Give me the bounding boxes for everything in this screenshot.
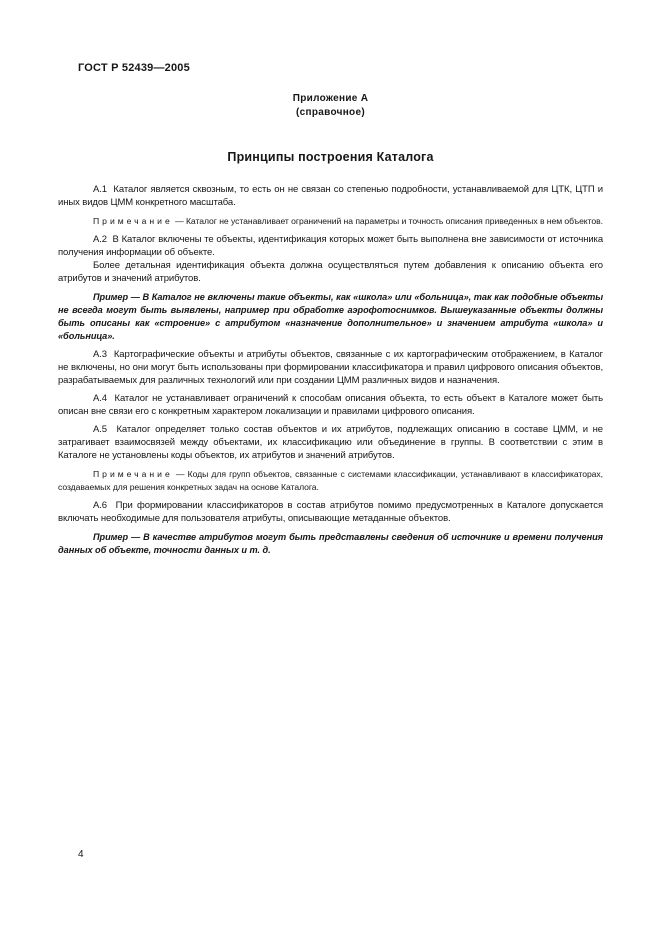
- running-header: ГОСТ Р 52439—2005: [78, 62, 190, 74]
- paragraph-example: Пример — В качестве атрибутов могут быть представлены сведения об источнике и времени получения данных об объекте, точности данных и т. д.: [58, 532, 603, 555]
- page-title: Принципы построения Каталога: [227, 150, 434, 164]
- paragraph-body: А.4 Каталог не устанавливает ограничений к способам описания объекта, то есть объект в Каталоге может быть описан вне связи его с конкретным характером локализации и правилами цифрового описания.: [58, 393, 603, 417]
- paragraph-cont: Более детальная идентификация объекта должна осуществляться путем добавления к описанию объекта его атрибутов и значений атрибутов.: [58, 260, 603, 284]
- paragraph-body: А.6 При формировании классификаторов в состав атрибутов помимо предусмотренных в Каталоге допускается включать необходимые для пользователя атрибуты, описывающие метаданные объектов.: [58, 500, 603, 524]
- example-label: Пример: [93, 532, 129, 542]
- paragraph-body: А.3 Картографические объекты и атрибуты объектов, связанные с их картографическим отображением, в Каталог не включены, но они могут быть использованы при формировании классификатора и правил цифрового описания объектов, разрабатываемых для различных технологий или при создании ЦММ различных видов и назначения.: [58, 349, 603, 386]
- paragraph-example: Пример — В Каталог не включены такие объекты, как «школа» или «больница», так как подобные объекты не всегда могут быть выявлены, например при обработке аэрофотоснимков. Вышеуказанные объекты должны быть описаны как «строение» с атрибутом «назначение дополнительное» и значением атрибута «школа» и «больница».: [58, 292, 603, 341]
- appendix-type: (справочное): [296, 107, 365, 118]
- paragraph-note: Примечание — Каталог не устанавливает ограничений на параметры и точность описания приведенных в нем объектов.: [93, 216, 603, 226]
- page-number: 4: [78, 849, 84, 860]
- note-label: Примечание: [93, 216, 173, 226]
- note-label: Примечание: [93, 469, 173, 479]
- paragraph-body: А.1 Каталог является сквозным, то есть он не связан со степенью подробности, устанавливаемой для ЦТК, ЦТП и иных видов ЦММ конкретного масштаба.: [58, 184, 603, 208]
- paragraph-body: А.2 В Каталог включены те объекты, идентификация которых может быть выполнена вне зависимости от источника получения информации об объекте.: [58, 234, 603, 258]
- paragraph-note: Примечание — Коды для групп объектов, связанные с системами классификации, устанавливают в классификаторах, создаваемых для решения конкретных задач на основе Каталога.: [58, 469, 603, 492]
- paragraph-body: А.5 Каталог определяет только состав объектов и их атрибутов, подлежащих описанию в составе ЦММ, и не затрагивает взаимосвязей между объектами, их классификацию или объединение в группы. В соответствии с этим в Каталоге не установлены коды объектов, их атрибутов и значений атрибутов.: [58, 424, 603, 461]
- example-label: Пример: [93, 292, 129, 302]
- appendix-heading: [58, 92, 603, 120]
- appendix-label: Приложение А: [292, 93, 369, 104]
- document-body: [58, 183, 603, 557]
